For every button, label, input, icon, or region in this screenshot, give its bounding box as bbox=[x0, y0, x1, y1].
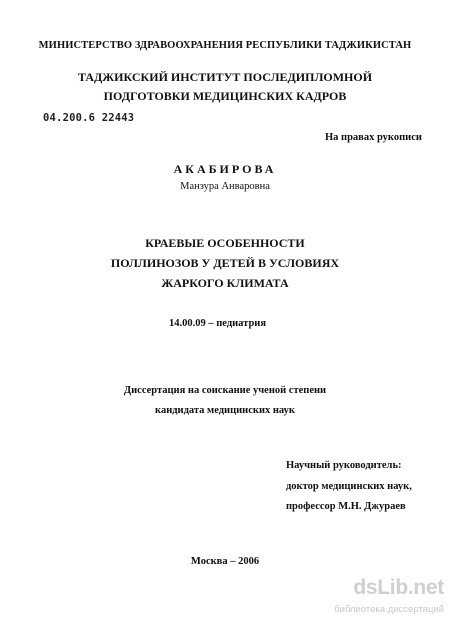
institute-name-line-2: ПОДГОТОВКИ МЕДИЦИНСКИХ КАДРОВ bbox=[103, 89, 347, 103]
city-year: Москва – 2006 bbox=[190, 556, 260, 567]
supervisor-label: Научный руководитель: bbox=[286, 460, 402, 471]
degree-line-1: Диссертация на соискание ученой степени bbox=[123, 385, 327, 396]
dissertation-title-line-1: КРАЕВЫЕ ОСОБЕННОСТИ bbox=[145, 236, 305, 250]
dissertation-title-line-2: ПОЛЛИНОЗОВ У ДЕТЕЙ В УСЛОВИЯХ bbox=[110, 256, 340, 270]
author-surname: АКАБИРОВА bbox=[173, 162, 277, 176]
library-stamp-code: 04.200.6 22443 bbox=[43, 112, 135, 124]
manuscript-rights-note: На правах рукописи bbox=[325, 132, 422, 143]
supervisor-name: профессор М.Н. Джураев bbox=[286, 501, 406, 512]
specialty-code: 14.00.09 – педиатрия bbox=[169, 318, 267, 329]
supervisor-degree: доктор медицинских наук, bbox=[286, 481, 412, 492]
degree-line-2: кандидата медицинских наук bbox=[155, 405, 295, 416]
watermark-subtitle: библиотека диссертаций bbox=[334, 604, 444, 615]
dslib-watermark bbox=[332, 576, 444, 620]
ministry-heading: МИНИСТЕРСТВО ЗДРАВООХРАНЕНИЯ РЕСПУБЛИКИ ТАДЖИКИСТАН bbox=[38, 40, 412, 51]
dissertation-title-line-3: ЖАРКОГО КЛИМАТА bbox=[161, 276, 289, 290]
watermark-logo: dsLib.net bbox=[353, 576, 444, 599]
author-name: Манзура Анваровна bbox=[180, 181, 270, 192]
institute-name-line-1: ТАДЖИКСКИЙ ИНСТИТУТ ПОСЛЕДИПЛОМНОЙ bbox=[77, 70, 373, 84]
